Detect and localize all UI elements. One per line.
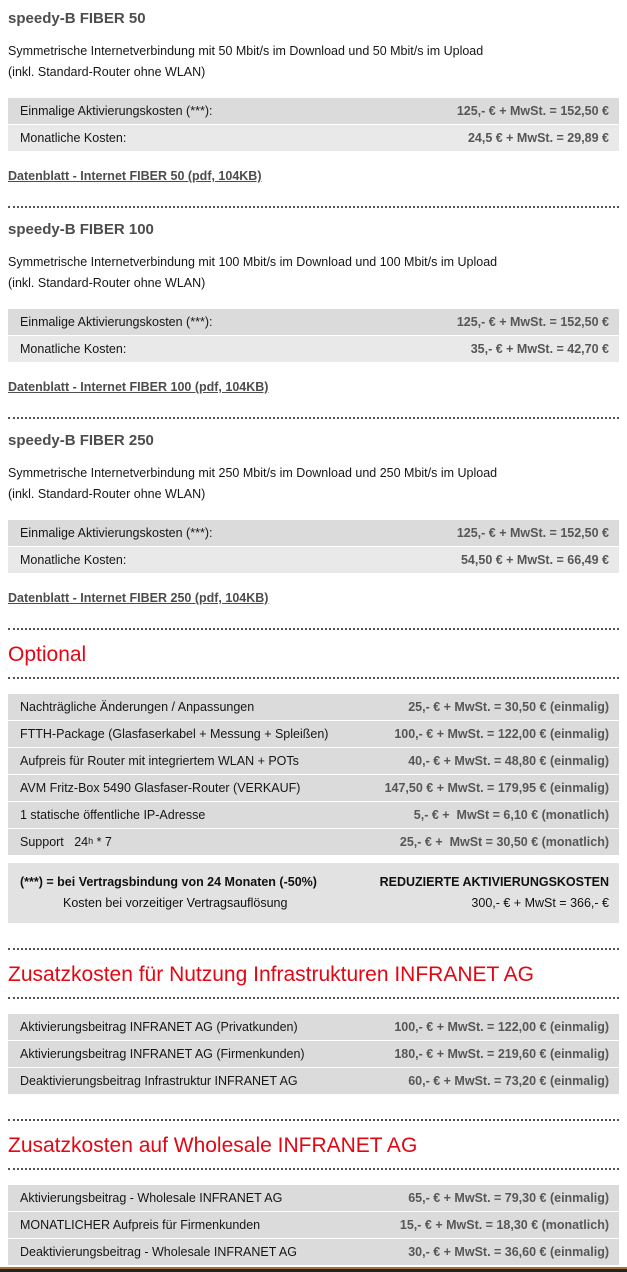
price-row-label: Aktivierungsbeitrag INFRANET AG (Firmenkunden) [20, 1047, 305, 1061]
price-row [8, 1014, 619, 1040]
price-row [8, 748, 619, 774]
dotted-divider [8, 1168, 619, 1170]
infranet-wholesale-section [0, 1133, 627, 1265]
footnote-early-termination-label: Kosten bei vorzeitiger Vertragsauflösung [63, 896, 288, 910]
price-row-value: 40,- € + MwSt. = 48,80 € (einmalig) [408, 754, 609, 768]
price-row [8, 1212, 619, 1238]
plan-description-line2: (inkl. Standard-Router ohne WLAN) [8, 487, 206, 501]
price-row-value: 24,5 € + MwSt. = 29,89 € [467, 131, 609, 145]
price-row-value: 30,- € + MwSt. = 36,60 € (einmalig) [408, 1245, 609, 1259]
dotted-divider [8, 206, 619, 208]
price-row [8, 1041, 619, 1067]
optional-section [0, 642, 627, 950]
footnote-early-termination-price: 300,- € + MwSt = 366,- € [471, 896, 609, 910]
superscript-text: h [88, 836, 94, 846]
price-row-label: 1 statische öffentliche IP-Adresse [20, 808, 206, 822]
dotted-divider [8, 997, 619, 999]
price-row-value: 54,50 € + MwSt. = 66,49 € [460, 553, 609, 567]
dotted-divider [8, 628, 619, 630]
price-row [8, 1239, 619, 1265]
infranet-infrastructure-section [0, 962, 627, 1121]
price-row [8, 309, 619, 335]
price-row [8, 520, 619, 546]
infranet-wholesale-table [8, 1185, 619, 1265]
price-row-value: 125,- € + MwSt. = 152,50 € [456, 526, 609, 540]
optional-heading: Optional [8, 643, 87, 666]
price-row-label: Deaktivierungsbeitrag Infrastruktur INFRANET AG [20, 1074, 298, 1088]
plan-section-fiber-50 [0, 10, 627, 208]
price-row-value: 25,- € + MwSt. = 30,50 € (einmalig) [408, 700, 609, 714]
price-row [8, 336, 619, 362]
price-row-label: Einmalige Aktivierungskosten (***): [20, 315, 213, 329]
price-row-value: 35,- € + MwSt. = 42,70 € [470, 342, 609, 356]
price-row-label: FTTH-Package (Glasfaserkabel + Messung + Spleißen) [20, 727, 329, 741]
plan-section-fiber-100 [0, 221, 627, 419]
dotted-divider [8, 677, 619, 679]
dotted-divider [8, 1119, 619, 1121]
price-row-value: 125,- € + MwSt. = 152,50 € [456, 104, 609, 118]
price-row-value: 100,- € + MwSt. = 122,00 € (einmalig) [394, 1020, 609, 1034]
plan-title: speedy-B FIBER 50 [8, 10, 146, 27]
plan-description-line1: Symmetrische Internetverbindung mit 100 Mbit/s im Download und 100 Mbit/s im Upload [8, 255, 498, 269]
price-row-label: Aktivierungsbeitrag - Wholesale INFRANET AG [20, 1191, 283, 1205]
price-row-value: 60,- € + MwSt. = 73,20 € (einmalig) [408, 1074, 609, 1088]
price-row-label: Monatliche Kosten: [20, 553, 127, 567]
price-row [8, 829, 619, 855]
price-row-label: MONATLICHER Aufpreis für Firmenkunden [20, 1218, 261, 1232]
datasheet-link-fiber-250[interactable]: Datenblatt - Internet FIBER 250 (pdf, 104KB) [8, 591, 269, 605]
plan-description-line2: (inkl. Standard-Router ohne WLAN) [8, 276, 206, 290]
price-row-label: Aktivierungsbeitrag INFRANET AG (Privatkunden) [20, 1020, 298, 1034]
price-row [8, 1185, 619, 1211]
price-row [8, 694, 619, 720]
optional-price-table [8, 694, 619, 855]
price-row-label: Einmalige Aktivierungskosten (***): [20, 104, 213, 118]
price-row-label: AVM Fritz-Box 5490 Glasfaser-Router (VERKAUF) [20, 781, 301, 795]
plan-description-line1: Symmetrische Internetverbindung mit 50 Mbit/s im Download und 50 Mbit/s im Upload [8, 44, 484, 58]
infranet-infrastructure-table [8, 1014, 619, 1094]
price-row-value: 125,- € + MwSt. = 152,50 € [456, 315, 609, 329]
plan-description-line1: Symmetrische Internetverbindung mit 250 Mbit/s im Download und 250 Mbit/s im Upload [8, 466, 498, 480]
infranet-wholesale-heading: Zusatzkosten auf Wholesale INFRANET AG [8, 1134, 418, 1157]
contract-footnote [8, 863, 619, 923]
price-row [8, 1068, 619, 1094]
datasheet-link-fiber-50[interactable]: Datenblatt - Internet FIBER 50 (pdf, 104KB) [8, 169, 262, 183]
plan-title: speedy-B FIBER 250 [8, 432, 154, 449]
price-page [0, 10, 627, 1272]
price-row-value: 25,- € + MwSt = 30,50 € (monatlich) [399, 835, 609, 849]
price-row [8, 125, 619, 151]
bottom-border [0, 1267, 627, 1272]
price-row-value: 65,- € + MwSt. = 79,30 € (einmalig) [408, 1191, 609, 1205]
footnote-reduced-costs-title: REDUZIERTE AKTIVIERUNGSKOSTEN [379, 875, 609, 889]
price-row-label: Monatliche Kosten: [20, 342, 127, 356]
price-row-label: Support 24$^h$ * 7 [20, 835, 112, 849]
dotted-divider [8, 417, 619, 419]
price-row [8, 547, 619, 573]
price-row [8, 802, 619, 828]
plan-price-table [8, 98, 619, 151]
plan-price-table [8, 309, 619, 362]
plan-section-fiber-250 [0, 432, 627, 630]
price-row [8, 721, 619, 747]
price-row-label: Deaktivierungsbeitrag - Wholesale INFRANET AG [20, 1245, 297, 1259]
plan-description-line2: (inkl. Standard-Router ohne WLAN) [8, 65, 206, 79]
price-row-value: 180,- € + MwSt. = 219,60 € (einmalig) [394, 1047, 609, 1061]
plan-title: speedy-B FIBER 100 [8, 221, 154, 238]
price-row-value: 100,- € + MwSt. = 122,00 € (einmalig) [394, 727, 609, 741]
price-row-label: Nachträgliche Änderungen / Anpassungen [20, 700, 255, 714]
price-row-label: Aufpreis für Router mit integriertem WLAN + POTs [20, 754, 299, 768]
price-row-label: Einmalige Aktivierungskosten (***): [20, 526, 213, 540]
plan-price-table [8, 520, 619, 573]
datasheet-link-fiber-100[interactable]: Datenblatt - Internet FIBER 100 (pdf, 104KB) [8, 380, 269, 394]
price-row-label: Monatliche Kosten: [20, 131, 127, 145]
footnote-condition: (***) = bei Vertragsbindung von 24 Monaten (-50%) [20, 875, 317, 889]
price-row-value: 147,50 € + MwSt. = 179,95 € (einmalig) [384, 781, 609, 795]
price-row-value: 15,- € + MwSt. = 18,30 € (monatlich) [399, 1218, 609, 1232]
price-row [8, 775, 619, 801]
price-row-value: 5,- € + MwSt = 6,10 € (monatlich) [413, 808, 609, 822]
infranet-infrastructure-heading: Zusatzkosten für Nutzung Infrastrukturen INFRANET AG [8, 963, 534, 986]
price-row [8, 98, 619, 124]
dotted-divider [8, 948, 619, 950]
